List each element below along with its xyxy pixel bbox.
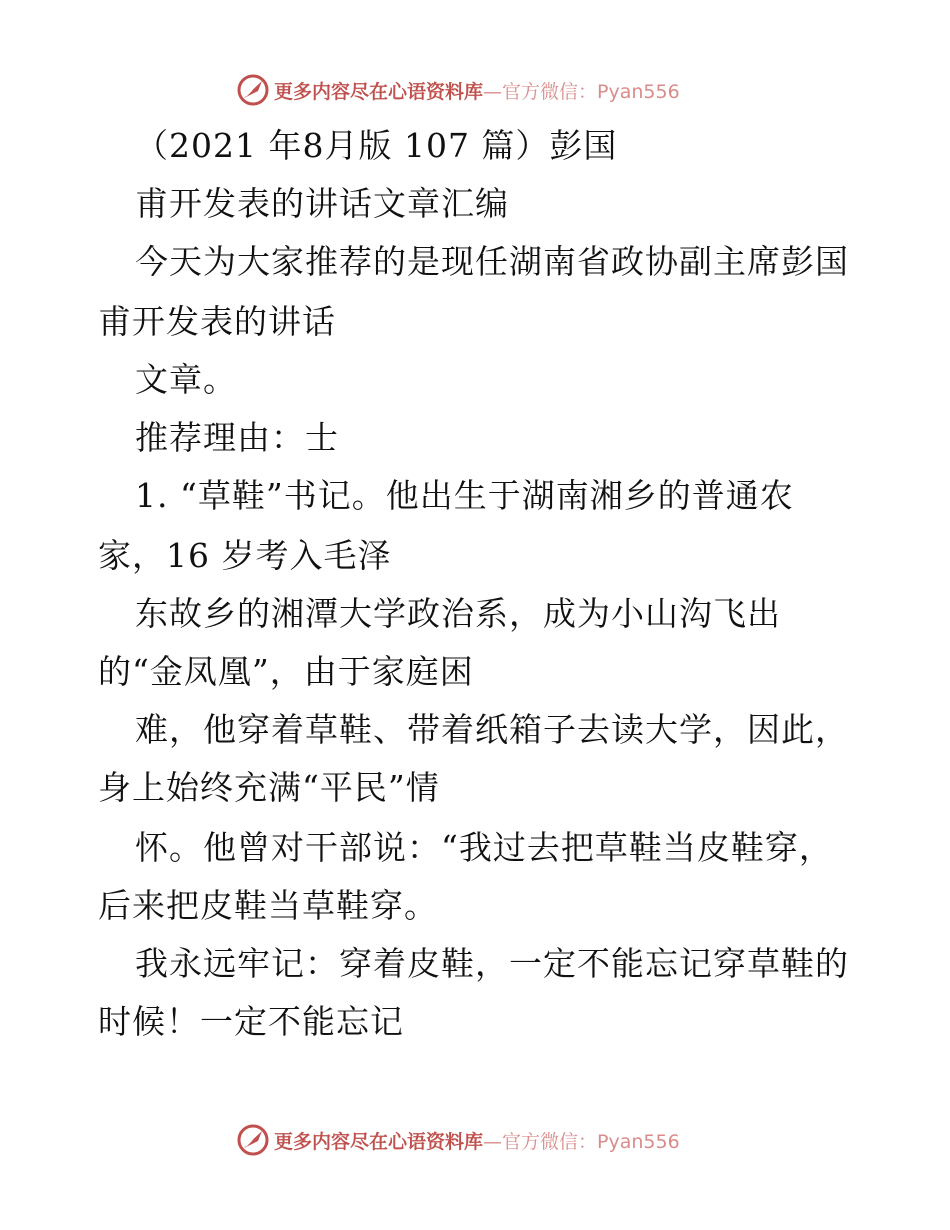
text-line: 身上始终充满“平民”情 — [98, 768, 440, 807]
text-line: 1. “草鞋”书记。他出生于湖南湘乡的普通农 — [135, 476, 794, 515]
text-line: 的“金凤凰”，由于家庭困 — [98, 652, 474, 691]
text-line: 我永远牢记：穿着皮鞋，一定不能忘记穿草鞋的 — [135, 944, 849, 983]
watermark-text: 更多内容尽在心语资料库—官方微信：Pyan556 — [274, 80, 680, 103]
text-line: 怀。他曾对干部说：“我过去把草鞋当皮鞋穿， — [135, 828, 833, 867]
text-line: （2021 年8月版 107 篇）彭国 — [135, 126, 618, 165]
watermark-text: 更多内容尽在心语资料库—官方微信：Pyan556 — [274, 1130, 680, 1153]
text-line: 甫开发表的讲话 — [98, 302, 336, 341]
watermark-footer — [236, 1122, 716, 1158]
text-line: 文章。 — [135, 360, 237, 399]
text-line: 后来把皮鞋当草鞋穿。 — [98, 886, 438, 925]
text-line: 时候！一定不能忘记 — [98, 1002, 404, 1041]
text-line: 难，他穿着草鞋、带着纸箱子去读大学，因此， — [135, 710, 849, 749]
text-line: 家，16 岁考入毛泽 — [98, 536, 392, 575]
text-line: 甫开发表的讲话文章汇编 — [135, 184, 509, 223]
text-line: 推荐理由：士 — [135, 418, 339, 457]
text-line: 今天为大家推荐的是现任湖南省政协副主席彭国 — [135, 242, 849, 281]
quill-logo-icon — [236, 1123, 270, 1157]
text-line: 东故乡的湘潭大学政治系，成为小山沟飞出 — [135, 594, 781, 633]
